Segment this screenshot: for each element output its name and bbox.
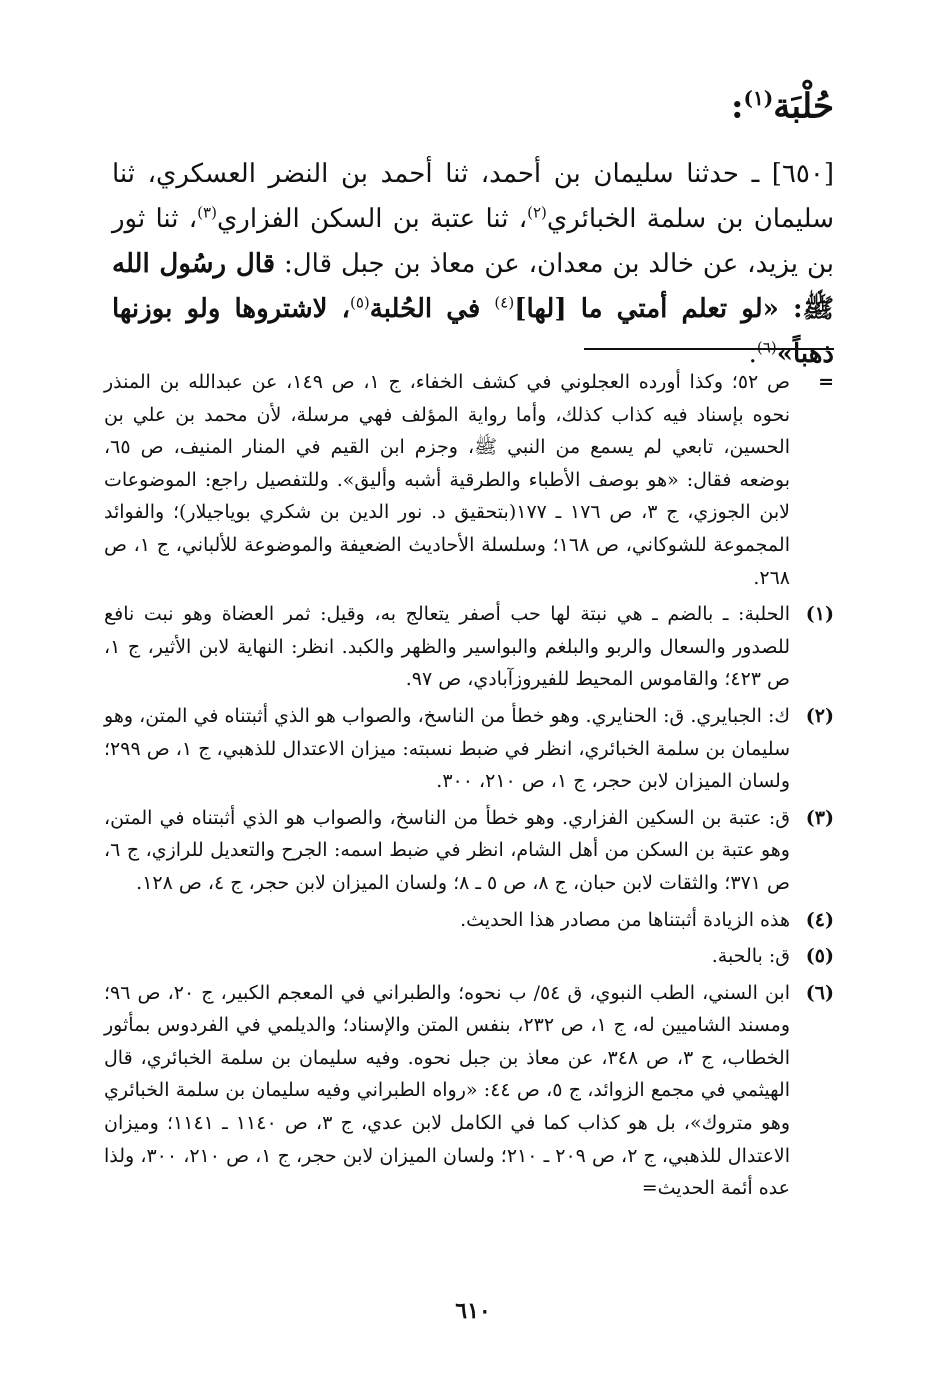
footnote-ref-2[interactable]: (٢) (527, 203, 547, 222)
footnote-marker: = (818, 371, 834, 393)
footnote-text: ك: الجبايري. ق: الحنايري. وهو خطأ من الناسخ، والصواب هو الذي أثبتناه في المتن، وهو سليمان بن سلمة الخبائري، انظر في ضبط نسبته: ميزان الاعتدال للذهبي، ج ١، ص ٢٩٩؛ ولسان الميزان لابن حجر، ج ١، ص ٢١٠، ٣٠٠. (104, 704, 790, 793)
hadith-text (112, 152, 834, 377)
chapter-title (534, 86, 834, 127)
page-number: ٦١٠ (455, 1298, 491, 1324)
hadith-isnad: ، ثنا عتبة بن السكن الفزاري (216, 204, 528, 234)
footnote-3 (104, 802, 834, 900)
hadith-matn: ، لاشتروها ولو بوزنها ذهباً» (112, 294, 834, 369)
footnote-divider (584, 348, 834, 350)
chapter-title-colon: : (730, 86, 744, 127)
footnote-marker: (٥) (805, 945, 834, 968)
footnote-ref-6[interactable]: (٦) (756, 338, 777, 357)
hadith-matn: قال رسُول الله ﷺ: «لو تعلم أمتي ما [لها] (112, 249, 834, 324)
footnote-text: هذه الزيادة أثبتناها من مصادر هذا الحديث. (460, 908, 790, 931)
footnote-text: ق: عتبة بن السكين الفزاري. وهو خطأ من الناسخ، والصواب هو الذي أثبتناه في المتن، وهو عتبة بن السكن من أهل الشام، انظر في ضبط اسمه: الجرح والتعديل للرازي، ج ٦، ص ٣٧١؛ والثقات لابن حبان، ج ٨، ص ٥ ـ ٨؛ ولسان الميزان لابن حجر، ج ٤، ص ١٢٨. (104, 806, 790, 894)
footnote-text: الحلبة: ـ بالضم ـ هي نبتة لها حب أصفر يتعالج به، وقيل: ثمر العضاة وهو نبت نافع للصدور والسعال والربو والبلغم والبواسير والظهر والكبد. انظر: النهاية لابن الأثير، ج ١، ص ٤٢٣؛ والقاموس المحيط للفيروزآبادي، ص ٩٧. (104, 603, 790, 691)
footnote-marker: (٣) (805, 806, 834, 829)
hadith-isnad: [٦٥٠] ـ حدثنا سليمان بن أحمد، ثنا أحمد بن النضر العسكري، ثنا سليمان بن سلمة الخبائري (112, 159, 834, 234)
hadith-matn: في الحُلبة (369, 294, 495, 324)
footnote-text: ابن السني، الطب النبوي، ق ٥٤/ ب نحوه؛ والطبراني في المعجم الكبير، ج ٢٠، ص ٩٦؛ ومسند الشاميين له، ج ١، ص ٢٣٢، بنفس المتن والإسناد؛ والديلمي في الفردوس بمأثور الخطاب، ج ٣، ص ٣٤٨، عن معاذ بن جبل نحوه. وفيه سليمان بن سلمة الخبائري، قال الهيثمي في مجمع الزوائد، ج ٥، ص ٤٤: «رواه الطبراني وفيه سليمان بن سلمة الخبائري وهو متروك»، بل هو كذاب كما في الكامل لابن عدي، ج ٣، ص ١١٤٠ ـ ١١٤١؛ وميزان الاعتدال للذهبي، ج ٢، ص ٢٠٩ ـ ٢١٠؛ ولسان الميزان لابن حجر، ج ١، ص ٢١٠، ٣٠٠، ولذا عده أئمة الحديث= (104, 981, 791, 1200)
hadith-end: . (748, 339, 757, 369)
footnote-marker: (٢) (805, 704, 834, 727)
footnote-marker: (١) (805, 603, 834, 626)
footnote-text: ق: بالحبة. (711, 945, 790, 968)
footnotes (104, 366, 834, 1209)
footnote-5 (104, 940, 834, 973)
footnote-marker: (٦) (805, 981, 834, 1004)
footnote-continued (104, 366, 834, 594)
footnote-6 (104, 977, 834, 1205)
footnote-ref-3[interactable]: (٣) (197, 203, 217, 222)
footnote-ref-4[interactable]: (٤) (494, 293, 515, 312)
footnote-marker: (٤) (805, 908, 834, 931)
footnote-ref-5[interactable]: (٥) (349, 293, 370, 312)
footnote-2 (104, 700, 834, 798)
chapter-footnote-ref[interactable]: (١) (743, 86, 774, 110)
footnote-4 (104, 904, 834, 937)
chapter-title-text: حُلْبَة (773, 86, 834, 127)
footnote-1 (104, 598, 834, 696)
footnote-text: ص ٥٢؛ وكذا أورده العجلوني في كشف الخفاء، ج ١، ص ١٤٩، عن عبدالله بن المنذر نحوه بإسناد فيه كذاب كذلك، وأما رواية المؤلف فهي مرسلة، لأن محمد بن علي بن الحسين، تابعي لم يسمع من النبي ﷺ، وجزم ابن القيم في المنار المنيف، ص ٦٥، بوضعه فقال: «هو بوصف الأطباء والطرقية أشبه وأليق». وللتفصيل راجع: الموضوعات لابن الجوزي، ج ٣، ص ١٧٦ ـ ١٧٧(بتحقيق د. نور الدين بن شكري بوياجيلار)؛ والفوائد المجموعة للشوكاني، ص ١٦٨؛ وسلسلة الأحاديث الضعيفة والموضوعة للألباني، ج ١، ص ٢٦٨. (104, 371, 791, 589)
hadith-isnad: ، ثنا ثور بن يزيد، عن خالد بن معدان، عن معاذ بن جبل قال: (112, 204, 835, 279)
